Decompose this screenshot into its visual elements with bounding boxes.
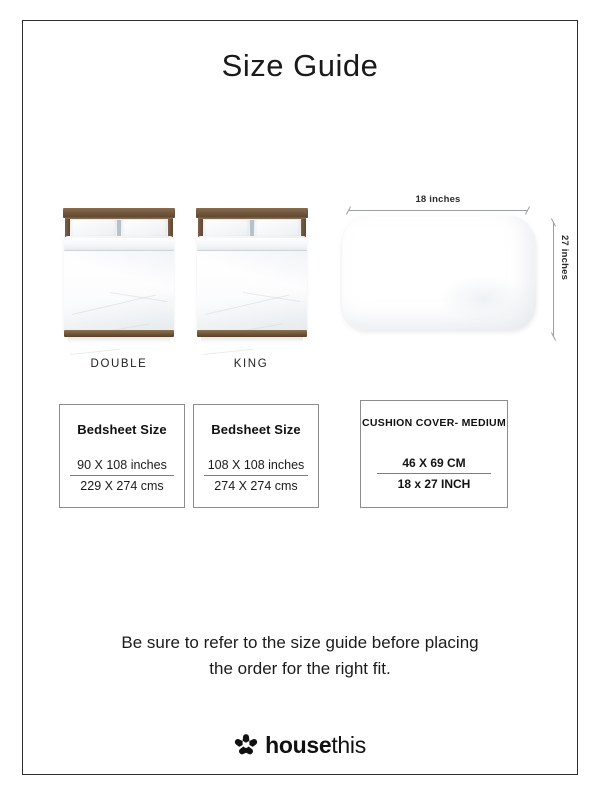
king-bed-label: KING <box>233 358 269 370</box>
king-spec-values <box>194 458 318 493</box>
king-spec-inches: 108 X 108 inches <box>207 458 305 472</box>
bed-footboard <box>197 330 307 337</box>
dimension-tick-top <box>551 218 556 226</box>
pinwheel-flower-icon <box>234 733 258 757</box>
double-spec-heading: Bedsheet Size <box>77 422 167 437</box>
double-spec-box <box>59 404 185 508</box>
cushion-spec-values <box>361 456 507 491</box>
double-bed-illustration <box>63 208 175 343</box>
spec-divider <box>377 473 491 474</box>
brand-name-bold: house <box>265 731 332 758</box>
cushion-height-label: 27 inches <box>559 234 571 281</box>
king-bed-illustration <box>196 208 308 343</box>
king-spec-heading: Bedsheet Size <box>211 422 301 437</box>
cushion-highlight <box>365 232 466 278</box>
brand-name-regular: this <box>331 731 366 758</box>
cushion-spec-inch: 18 x 27 INCH <box>397 477 471 491</box>
king-spec-cms: 274 X 274 cms <box>214 479 298 493</box>
dimension-tick-bottom <box>551 332 556 340</box>
bed-headboard <box>63 208 175 218</box>
spec-divider <box>204 475 308 476</box>
bed-duvet-fold <box>64 238 174 251</box>
brand-name <box>265 731 366 758</box>
cushion-shadow <box>439 275 528 323</box>
cushion-height-dimension-line <box>553 222 554 337</box>
page-title: Size Guide <box>221 48 379 83</box>
footer-note-line-2: the order for the right fit. <box>209 659 391 678</box>
double-bed-label: DOUBLE <box>90 358 148 370</box>
double-spec-inches: 90 X 108 inches <box>77 458 167 472</box>
double-spec-cms: 229 X 274 cms <box>80 479 164 493</box>
cushion-spec-box <box>360 400 508 508</box>
bed-foot-shadow <box>201 337 303 343</box>
duvet-crease <box>110 292 167 302</box>
duvet-crease <box>243 292 300 302</box>
cushion-spec-cm: 46 X 69 CM <box>402 456 466 470</box>
bed-foot-shadow <box>68 337 170 343</box>
cushion-width-dimension-line <box>348 210 528 211</box>
bed-headboard <box>196 208 308 218</box>
spec-divider <box>70 475 174 476</box>
dimension-tick-right <box>525 206 530 214</box>
bed-footboard <box>64 330 174 337</box>
double-spec-values <box>60 458 184 493</box>
cushion-width-label: 18 inches <box>415 194 461 205</box>
cushion-spec-heading: CUSHION COVER- MEDIUM <box>362 417 506 429</box>
king-spec-box <box>193 404 319 508</box>
footer-note <box>60 630 540 682</box>
bed-duvet-fold <box>197 238 307 251</box>
cushion-illustration-group <box>336 188 576 353</box>
dimension-tick-left <box>346 206 351 214</box>
brand-logo <box>0 733 600 757</box>
cushion-illustration <box>342 216 536 330</box>
footer-note-line-1: Be sure to refer to the size guide before placing <box>121 633 479 652</box>
